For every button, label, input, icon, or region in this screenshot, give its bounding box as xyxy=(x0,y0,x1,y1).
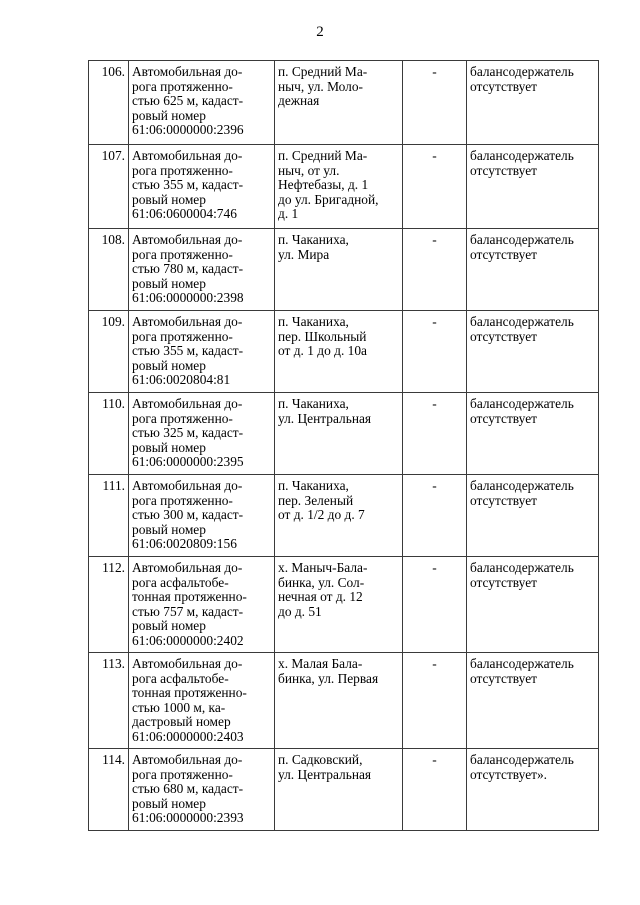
road-description-line: дастровый номер xyxy=(132,714,231,730)
road-description-line: Автомобильная до- xyxy=(132,656,243,671)
road-location-line: п. Чаканиха, xyxy=(278,314,349,329)
road-location-line: дежная xyxy=(278,93,320,109)
road-location-line: бинка, ул. Первая xyxy=(278,670,379,686)
road-description xyxy=(129,61,275,145)
road-location xyxy=(275,749,403,831)
table-row xyxy=(89,653,599,749)
road-location xyxy=(275,145,403,229)
road-description-line: ровый номер xyxy=(132,275,206,291)
road-description-line: Автомобильная до- xyxy=(132,148,243,163)
road-description-line: стью 1000 м, ка- xyxy=(132,699,226,715)
road-description-line: стью 325 м, кадаст- xyxy=(132,425,244,441)
owner-status-line: балансодержатель xyxy=(470,148,574,163)
road-description-line: 61:06:0000000:2396 xyxy=(132,122,244,138)
owner-status-line: балансодержатель xyxy=(470,314,574,329)
road-description-line: ровый номер xyxy=(132,618,206,634)
road-location xyxy=(275,393,403,475)
road-description-line: 61:06:0000000:2403 xyxy=(132,728,244,744)
road-location-line: бинка, ул. Сол- xyxy=(278,574,365,590)
table-row xyxy=(89,393,599,475)
table-row xyxy=(89,557,599,653)
table-row xyxy=(89,145,599,229)
page-number: 2 xyxy=(316,24,324,40)
row-number: 113. xyxy=(89,653,129,749)
table-row xyxy=(89,475,599,557)
owner-status-line: отсутствует xyxy=(470,162,537,178)
owner-status-line: балансодержатель xyxy=(470,560,574,575)
empty-value-dash: - xyxy=(403,311,467,393)
owner-status xyxy=(467,145,599,229)
owner-status-line: балансодержатель xyxy=(470,478,574,493)
road-description-line: тонная протяженно- xyxy=(132,589,247,605)
owner-status xyxy=(467,749,599,831)
owner-status-line: отсутствует xyxy=(470,78,537,94)
road-description-line: ровый номер xyxy=(132,357,206,373)
road-description-line: рога протяженно- xyxy=(132,492,233,508)
road-description-line: Автомобильная до- xyxy=(132,314,243,329)
owner-status-line: отсутствует xyxy=(470,328,537,344)
road-description xyxy=(129,229,275,311)
road-location-line: пер. Школьный xyxy=(278,328,367,344)
road-description-line: стью 780 м, кадаст- xyxy=(132,261,244,277)
owner-status xyxy=(467,557,599,653)
owner-status-line: отсутствует xyxy=(470,574,537,590)
table-row xyxy=(89,61,599,145)
owner-status xyxy=(467,653,599,749)
road-description-line: ровый номер xyxy=(132,191,206,207)
owner-status-line: балансодержатель xyxy=(470,396,574,411)
road-description xyxy=(129,393,275,475)
road-description xyxy=(129,311,275,393)
road-description-line: стью 300 м, кадаст- xyxy=(132,507,244,523)
road-description-line: 61:06:0020809:156 xyxy=(132,536,237,552)
owner-status xyxy=(467,61,599,145)
empty-value-dash: - xyxy=(403,229,467,311)
road-location-line: п. Садковский, xyxy=(278,752,363,767)
road-location-line: п. Чаканиха, xyxy=(278,396,349,411)
empty-value-dash: - xyxy=(403,749,467,831)
road-location-line: х. Маныч-Бала- xyxy=(278,560,368,575)
row-number: 109. xyxy=(89,311,129,393)
road-description-line: стью 625 м, кадаст- xyxy=(132,93,244,109)
road-description-line: стью 355 м, кадаст- xyxy=(132,343,244,359)
table-row xyxy=(89,749,599,831)
road-location-line: ул. Центральная xyxy=(278,410,372,426)
row-number: 114. xyxy=(89,749,129,831)
road-description xyxy=(129,749,275,831)
road-location-line: ул. Мира xyxy=(278,246,330,262)
owner-status xyxy=(467,475,599,557)
owner-status-line: отсутствует xyxy=(470,246,537,262)
empty-value-dash: - xyxy=(403,475,467,557)
road-description-line: рога асфальтобе- xyxy=(132,574,229,590)
road-description xyxy=(129,475,275,557)
row-number: 108. xyxy=(89,229,129,311)
road-description-line: рога протяженно- xyxy=(132,162,233,178)
owner-status-line: отсутствует xyxy=(470,410,537,426)
road-location-line: до д. 51 xyxy=(278,603,322,619)
road-description-line: 61:06:0000000:2402 xyxy=(132,632,244,648)
road-description-line: 61:06:0000000:2398 xyxy=(132,290,244,306)
row-number: 112. xyxy=(89,557,129,653)
road-description-line: ровый номер xyxy=(132,107,206,123)
roads-registry-table xyxy=(88,60,599,831)
road-description-line: стью 355 м, кадаст- xyxy=(132,177,244,193)
road-description-line: Автомобильная до- xyxy=(132,64,243,79)
empty-value-dash: - xyxy=(403,557,467,653)
road-description-line: Автомобильная до- xyxy=(132,232,243,247)
road-location-line: от д. 1 до д. 10а xyxy=(278,343,367,359)
owner-status-line: балансодержатель xyxy=(470,232,574,247)
row-number: 106. xyxy=(89,61,129,145)
owner-status xyxy=(467,229,599,311)
row-number: 110. xyxy=(89,393,129,475)
empty-value-dash: - xyxy=(403,145,467,229)
row-number: 111. xyxy=(89,475,129,557)
road-location xyxy=(275,311,403,393)
road-location xyxy=(275,229,403,311)
table-row xyxy=(89,229,599,311)
empty-value-dash: - xyxy=(403,393,467,475)
owner-status-line: балансодержатель xyxy=(470,64,574,79)
road-description-line: 61:06:0020804:81 xyxy=(132,372,231,388)
road-location xyxy=(275,475,403,557)
road-location-line: ул. Центральная xyxy=(278,766,372,782)
owner-status xyxy=(467,311,599,393)
road-location-line: Нефтебазы, д. 1 xyxy=(278,177,369,193)
road-description-line: стью 757 м, кадаст- xyxy=(132,603,244,619)
road-location-line: нечная от д. 12 xyxy=(278,589,363,605)
road-description-line: Автомобильная до- xyxy=(132,560,243,575)
road-description-line: ровый номер xyxy=(132,521,206,537)
road-location xyxy=(275,653,403,749)
row-number: 107. xyxy=(89,145,129,229)
road-description xyxy=(129,557,275,653)
road-location-line: до ул. Бригадной, xyxy=(278,191,379,207)
road-description-line: 61:06:0600004:746 xyxy=(132,206,237,222)
road-location xyxy=(275,557,403,653)
road-location-line: ныч, от ул. xyxy=(278,162,340,178)
road-description-line: ровый номер xyxy=(132,795,206,811)
road-location-line: д. 1 xyxy=(278,206,299,222)
road-location-line: пер. Зеленый xyxy=(278,492,354,508)
road-description-line: рога протяженно- xyxy=(132,410,233,426)
road-description-line: 61:06:0000000:2395 xyxy=(132,454,244,470)
road-description-line: рога протяженно- xyxy=(132,766,233,782)
road-location-line: х. Малая Бала- xyxy=(278,656,363,671)
road-location xyxy=(275,61,403,145)
road-description-line: ровый номер xyxy=(132,439,206,455)
owner-status-line: отсутствует». xyxy=(470,766,548,782)
empty-value-dash: - xyxy=(403,61,467,145)
road-location-line: п. Средний Ма- xyxy=(278,64,368,79)
road-description-line: Автомобильная до- xyxy=(132,752,243,767)
road-description-line: тонная протяженно- xyxy=(132,685,247,701)
table-row xyxy=(89,311,599,393)
road-location-line: от д. 1/2 до д. 7 xyxy=(278,507,365,523)
owner-status-line: балансодержатель xyxy=(470,752,574,767)
owner-status-line: отсутствует xyxy=(470,670,537,686)
road-description-line: Автомобильная до- xyxy=(132,478,243,493)
road-location-line: ныч, ул. Моло- xyxy=(278,78,364,94)
owner-status-line: балансодержатель xyxy=(470,656,574,671)
road-description-line: Автомобильная до- xyxy=(132,396,243,411)
road-location-line: п. Чаканиха, xyxy=(278,478,349,493)
road-location-line: п. Средний Ма- xyxy=(278,148,368,163)
road-location-line: п. Чаканиха, xyxy=(278,232,349,247)
road-description-line: стью 680 м, кадаст- xyxy=(132,781,244,797)
road-description-line: рога протяженно- xyxy=(132,328,233,344)
road-description xyxy=(129,653,275,749)
road-description-line: 61:06:0000000:2393 xyxy=(132,810,244,826)
registry-body xyxy=(89,61,599,831)
owner-status xyxy=(467,393,599,475)
road-description xyxy=(129,145,275,229)
road-description-line: рога протяженно- xyxy=(132,78,233,94)
road-description-line: рога асфальтобе- xyxy=(132,670,229,686)
empty-value-dash: - xyxy=(403,653,467,749)
owner-status-line: отсутствует xyxy=(470,492,537,508)
road-description-line: рога протяженно- xyxy=(132,246,233,262)
